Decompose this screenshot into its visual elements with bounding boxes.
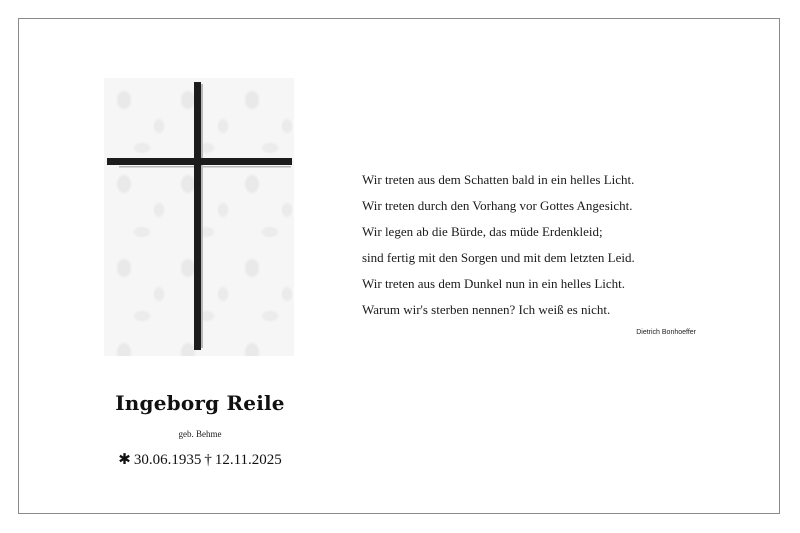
- poem-line: Warum wir's sterben nennen? Ich weiß es nicht.: [362, 302, 611, 317]
- birth-star-icon: ✱: [118, 452, 131, 468]
- cross-icon: [104, 78, 294, 356]
- death-dagger-icon: †: [204, 452, 212, 468]
- birth-date: 30.06.1935: [133, 452, 202, 468]
- maiden-name: geb. Behme: [178, 429, 222, 439]
- cross-image-panel: [104, 78, 294, 356]
- deceased-name: Ingeborg Reile: [115, 391, 285, 415]
- poem-line: Wir treten aus dem Schatten bald in ein helles Licht.: [362, 172, 635, 187]
- poem-line: Wir legen ab die Bürde, das müde Erdenkleid;: [362, 224, 603, 239]
- poem-line: Wir treten durch den Vorhang vor Gottes Angesicht.: [362, 198, 633, 213]
- poem-line: Wir treten aus dem Dunkel nun in ein helles Licht.: [362, 276, 626, 291]
- death-date: 12.11.2025: [214, 452, 282, 468]
- life-dates: [60, 450, 340, 469]
- poem-author: Dietrich Bonhoeffer: [636, 329, 696, 336]
- poem-line: sind fertig mit den Sorgen und mit dem letzten Leid.: [362, 250, 635, 265]
- poem: [362, 172, 722, 328]
